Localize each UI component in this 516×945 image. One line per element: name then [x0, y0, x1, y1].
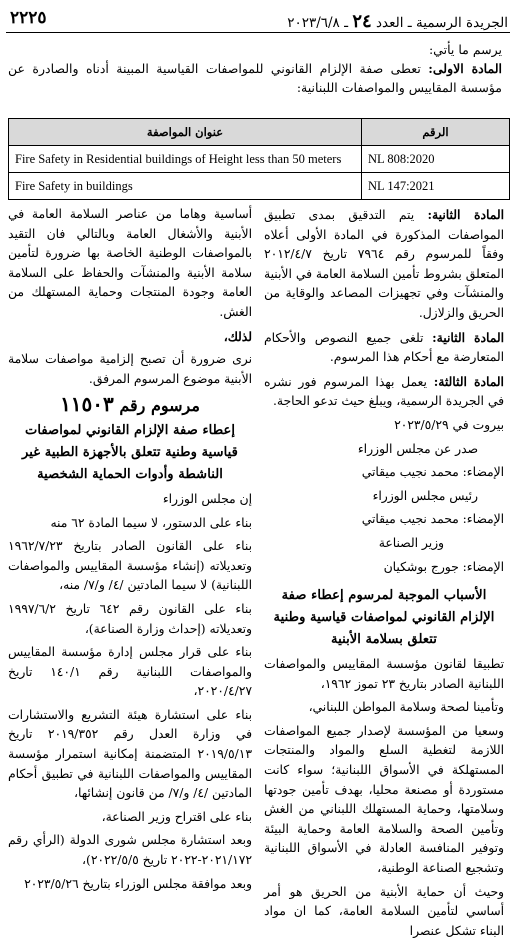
- article-2-text: يتم التدقيق بمدى تطبيق المواصفات المذكورة في المادة الأولى أعلاه وفقاً للمرسوم رقم ٧٩٦٤ تاريخ ٢٠١٢/٤/٧ المتعلق بشروط تأمين السلامة العامة في الأبنية والمنشآت وفي تجهيزات المصاعد والوقاية من الحريق والزلازل.: [264, 208, 504, 320]
- decree-title: إعطاء صفة الإلزام القانوني لمواصفات قياسية وطنية تتعلق بالأجهزة الطبية غير الناشطة وأدوات الحماية الشخصية: [22, 422, 238, 482]
- prime-minister-title: رئيس مجلس الوزراء: [372, 488, 478, 503]
- article-1-label: المادة الاولى:: [428, 61, 502, 76]
- article-2b-text: تلغى جميع النصوص والأحكام المتعارضة مع أحكام هذا المرسوم.: [264, 330, 504, 365]
- column-header-title: عنوان المواصفة: [9, 119, 362, 146]
- issued-by: صدر عن مجلس الوزراء: [357, 441, 478, 456]
- reasons-heading: الأسباب الموجبة لمرسوم إعطاء صفة الإلزام القانوني لمواصفات قياسية وطنية تتعلق بسلامة الأبنية: [273, 588, 495, 648]
- recital: وبعد موافقة مجلس الوزراء بتاريخ ٢٠٢٣/٥/٢٦: [24, 876, 252, 891]
- recital: بناء على القانون الصادر بتاريخ ١٩٦٢/٧/٢٣ وتعديلاته (إنشاء مؤسسة المقاييس والمواصفات اللبنانية) لا سيما المادتين /٤/ و/٧/ منه،: [8, 539, 252, 593]
- recital: وبعد استشارة مجلس شورى الدولة (الرأي رقم ٢٠٢١/١٧٢-٢٠٢٢ تاريخ ٢٠٢٢/٥/٥)،: [8, 833, 252, 868]
- left-column: [8, 205, 252, 898]
- column-header-number: الرقم: [362, 119, 510, 146]
- signature-3: الإمضاء: جورج بوشكيان: [383, 559, 504, 574]
- article-2b-label: المادة الثانية:: [432, 329, 504, 345]
- article-2b: [264, 328, 504, 368]
- standard-title: Fire Safety in Residential buildings of Height less than 50 meters: [9, 146, 362, 173]
- intro-block: [8, 40, 502, 97]
- article-3-label: المادة الثالثة:: [433, 373, 504, 389]
- recital: بناء على قرار مجلس إدارة مؤسسة المقاييس والمواصفات اللبنانية رقم ١٤٠/١ تاريخ ٢٠٢٠/٤/٢٧،: [8, 645, 252, 699]
- place-date: بيروت في ٢٠٢٣/٥/٢٩: [394, 417, 504, 432]
- reason-1: تطبيقا لقانون مؤسسة المقاييس والمواصفات اللبنانية الصادر بتاريخ ٢٣ تموز ١٩٦٢،: [264, 657, 504, 691]
- decree-number: ١١٥٠٣: [60, 392, 114, 417]
- decree-opening: يرسم ما يأتي:: [428, 42, 502, 57]
- minister-title: وزير الصناعة: [378, 535, 444, 550]
- recital: بناء على القانون رقم ٦٤٢ تاريخ ١٩٩٧/٦/٢ وتعديلاته (إحداث وزارة الصناعة)،: [8, 601, 252, 636]
- table-row: [9, 146, 510, 173]
- issue-date: ـ ٢٠٢٣/٦/٨: [287, 15, 349, 31]
- article-2: [264, 205, 504, 324]
- reasons-continued: أساسية وهاما من عناصر السلامة العامة في الأبنية والأشغال العامة وبالتالي فان التقيد بالمواصفات الوطنية الخاصة بها ضرورة لتأمين سلامة الأبنية والمنشآت والحفاظ على السلامة العامة وجودة المنتجات وحماية المستهلك من الغش.: [8, 207, 252, 319]
- table-row: [9, 173, 510, 200]
- therefore: لذلك،: [223, 328, 252, 344]
- page-header: [6, 6, 510, 33]
- issue-number: ٢٤: [352, 11, 372, 32]
- article-3-text: يعمل بهذا المرسوم فور نشره في الجريدة الرسمية، ويبلغ حيث تدعو الحاجة.: [264, 374, 504, 409]
- decree-label: مرسوم رقم: [119, 396, 200, 416]
- reason-2: وتأمينا لصحة وسلامة المواطن اللبناني،: [308, 700, 504, 715]
- article-2-label: المادة الثانية:: [427, 207, 504, 222]
- running-head-title: الجريدة الرسمية ـ العدد: [376, 15, 508, 31]
- conclusion: نرى ضرورة أن تصبح إلزامية مواصفات سلامة الأبنية موضوع المرسوم المرفق.: [8, 352, 252, 386]
- running-head: [287, 11, 508, 32]
- page-number: ٢٢٢٥: [10, 8, 47, 28]
- decree-number-line: [8, 392, 252, 417]
- article-3: [264, 372, 504, 412]
- table-header-row: [9, 119, 510, 146]
- standard-number: NL 147:2021: [362, 173, 510, 200]
- signature-1: الإمضاء: محمد نجيب ميقاتي: [361, 465, 504, 480]
- council: إن مجلس الوزراء: [162, 491, 252, 506]
- reason-3: وسعيا من المؤسسة لإصدار جميع المواصفات اللازمة لتغطية السلع والمواد والمنتجات المستهلكة في الأسواق اللبنانية؛ سواء كانت مستوردة أو مصنعة محليا، بهدف تأمين جودتها وسلامتها، وحماية المستهلك اللبناني من الغش وتأمين الصحة والسلامة العامة وحماية البيئة وتوفير المنافسة العادلة في الأسواق اللبنانية وتشجيع الصناعة الوطنية،: [264, 723, 504, 876]
- standard-number: NL 808:2020: [362, 146, 510, 173]
- standards-table: [8, 118, 510, 200]
- reason-4: وحيث أن حماية الأبنية من الحريق هو أمر أساسي لتأمين السلامة العامة، كما ان مواد البناء تشكل عنصرا: [264, 884, 504, 938]
- recital: بناء على استشارة هيئة التشريع والاستشارات في وزارة العدل رقم ٢٠١٩/٣٥٢ تاريخ ٢٠١٩/٥/١٣ المتضمنة إمكانية استمرار مؤسسة المقاييس والمواصفات اللبنانية في تطبيق أحكام المادتين /٤/ و/٧/ من قانون إنشائها،: [8, 707, 252, 801]
- standard-title: Fire Safety in buildings: [9, 173, 362, 200]
- article-1: [8, 59, 502, 97]
- article-1-text: تعطى صفة الإلزام القانوني للمواصفات القياسية المبينة أدناه والصادرة عن مؤسسة المقاييس والمواصفات اللبنانية:: [8, 61, 502, 95]
- right-column: [264, 205, 504, 945]
- recital: بناء على الدستور، لا سيما المادة ٦٢ منه: [50, 515, 252, 530]
- recital: بناء على اقتراح وزير الصناعة،: [101, 809, 252, 824]
- signature-2: الإمضاء: محمد نجيب ميقاتي: [361, 512, 504, 527]
